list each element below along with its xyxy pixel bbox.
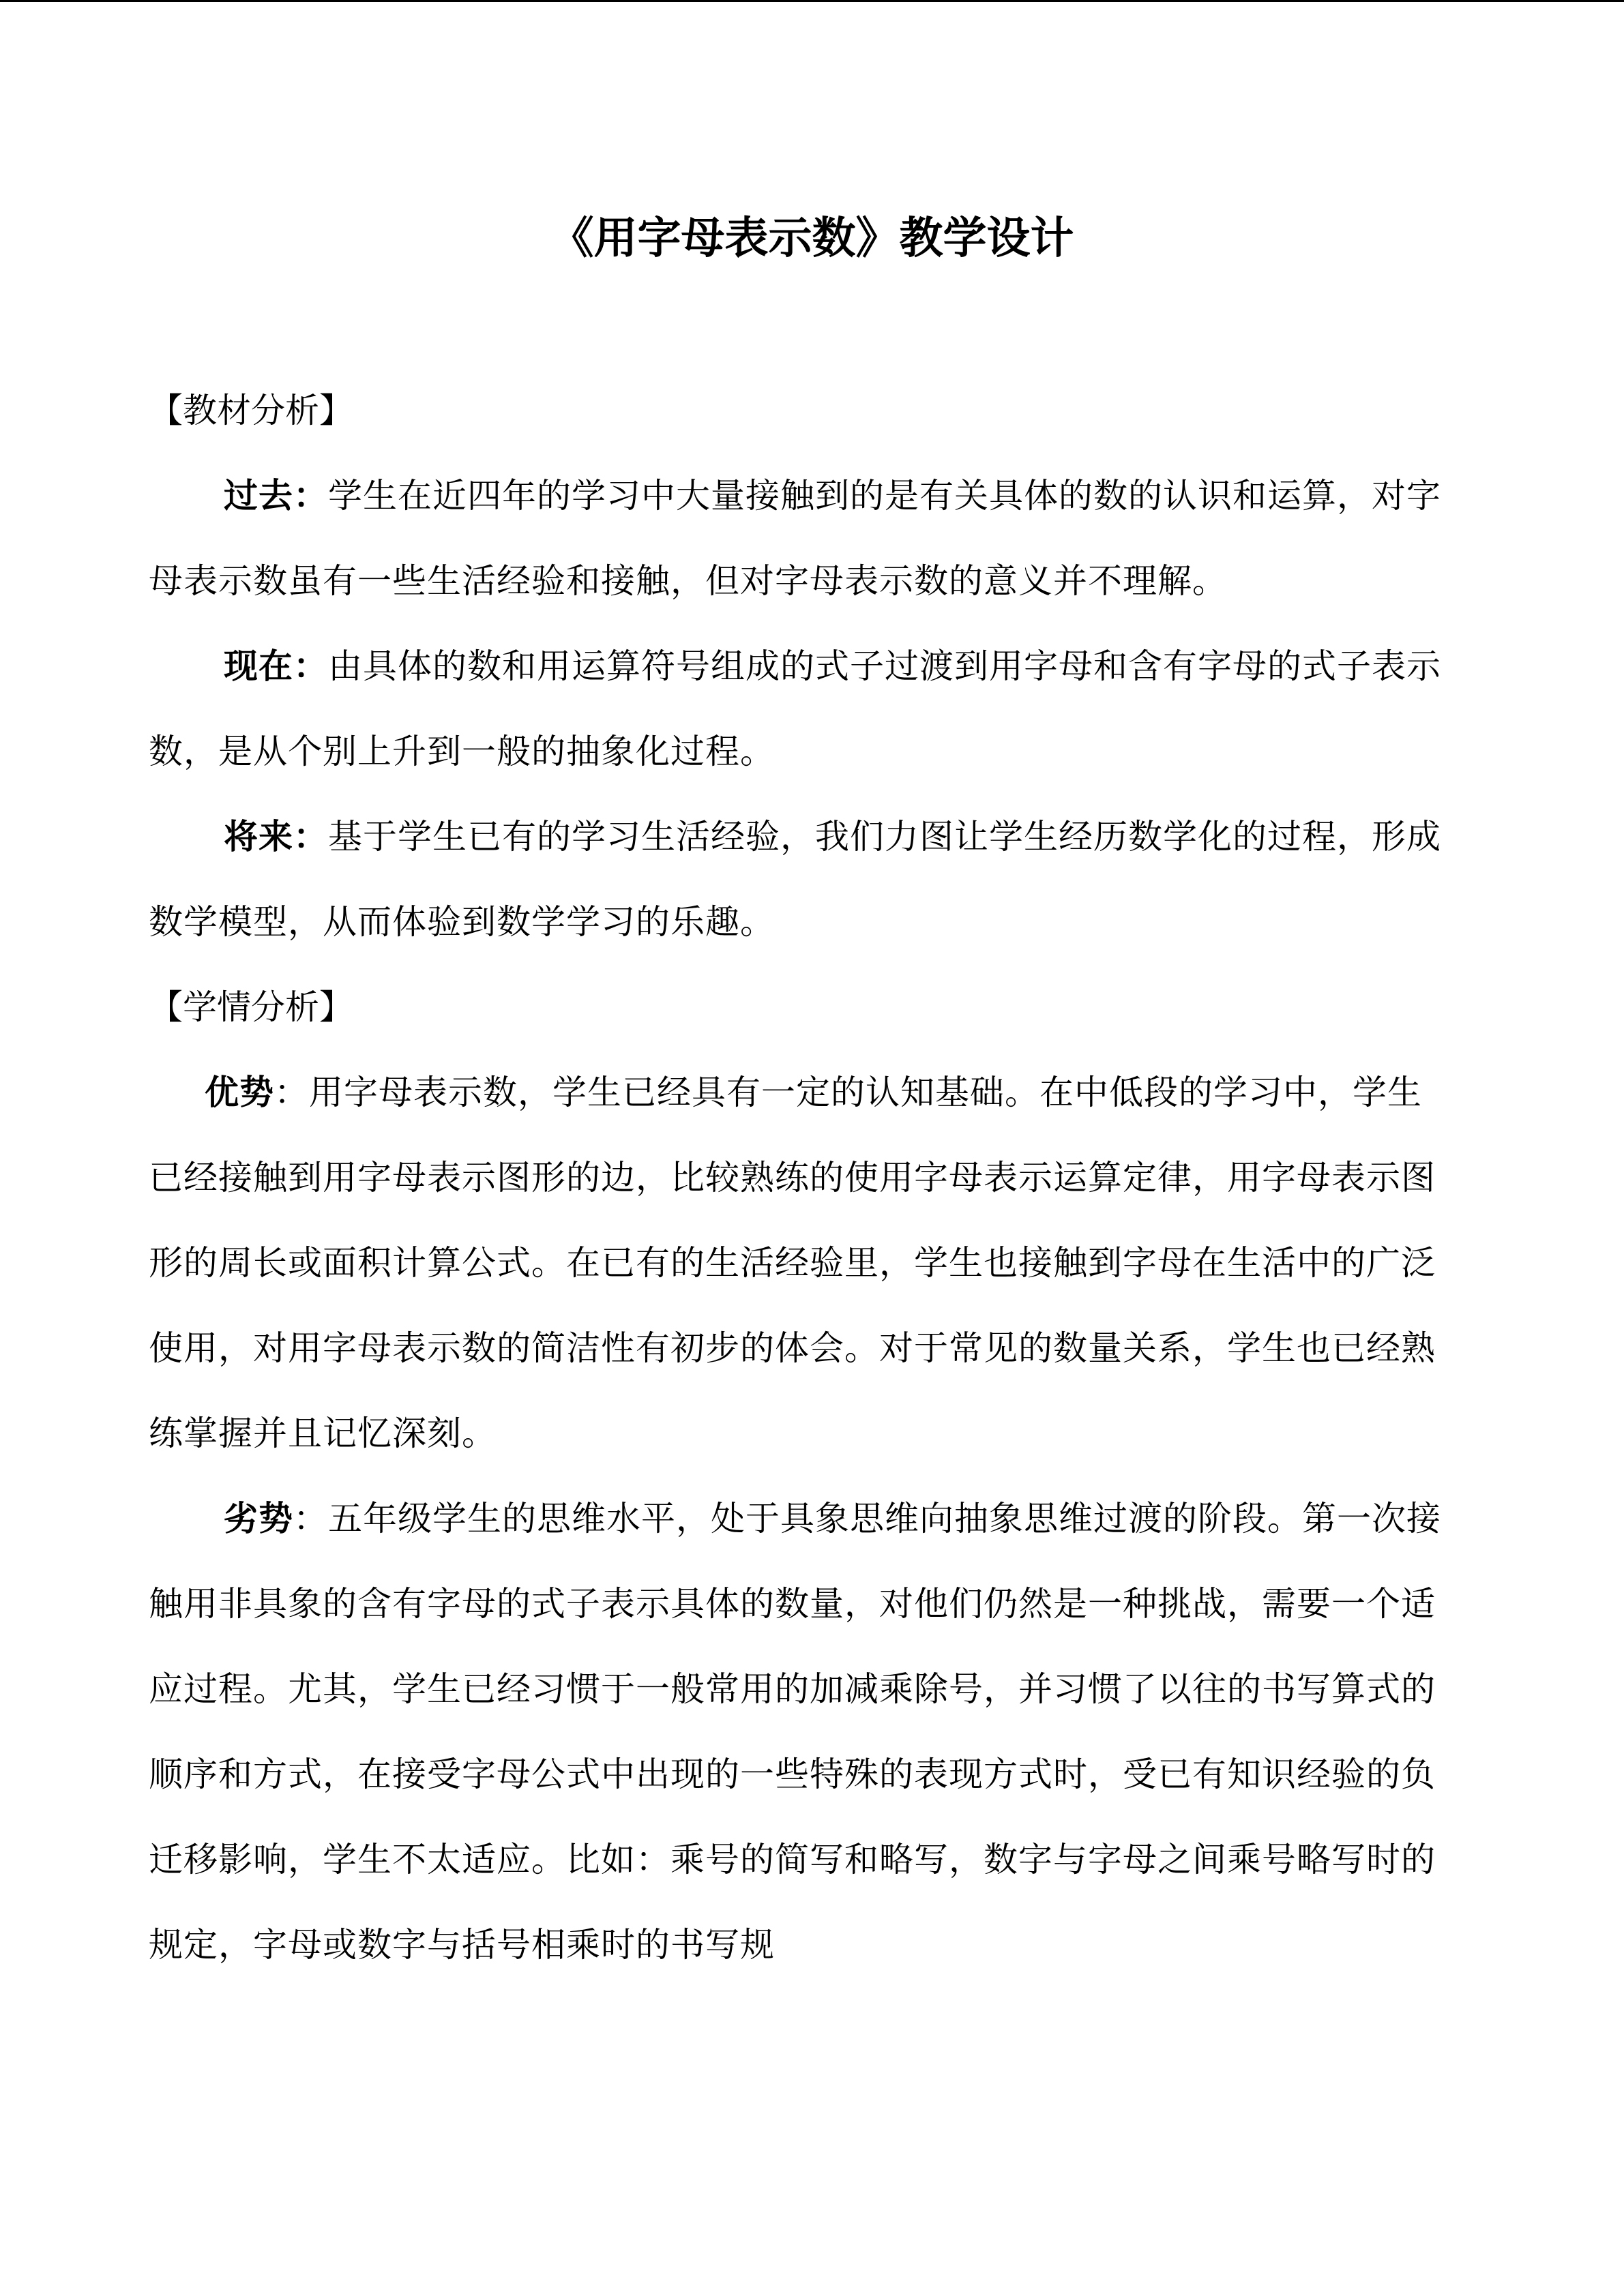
paragraph-text-present: 由具体的数和用运算符号组成的式子过渡到用字母和含有字母的式子表示数，是从个别上升到一般的抽象化过程。 [149, 646, 1441, 771]
paragraph-present [149, 624, 1451, 794]
paragraph-past [149, 453, 1451, 624]
paragraph-text-past: 学生在近四年的学习中大量接触到的是有关具体的数的认识和运算，对字母表示数虽有一些生活经验和接触，但对字母表示数的意义并不理解。 [149, 476, 1441, 601]
paragraph-text-future: 基于学生已有的学习生活经验，我们力图让学生经历数学化的过程，形成数学模型，从而体验到数学学习的乐趣。 [149, 817, 1441, 942]
document-body [149, 368, 1451, 1988]
paragraph-lead-present: 现在： [224, 646, 328, 686]
paragraph-disadvantages [149, 1476, 1451, 1988]
section-heading-textbook-analysis: 【教材分析】 [149, 391, 353, 430]
document-title: 《用字母表示数》教学设计 [550, 213, 1074, 264]
paragraph-lead-disadvantages: 劣势 [224, 1499, 293, 1538]
paragraph-text-advantages: ：用字母表示数，学生已经具有一定的认知基础。在中低段的学习中，学生已经接触到用字母表示图形的边，比较熟练的使用字母表示运算定律，用字母表示图形的周长或面积计算公式。在已有的生活经验里，学生也接触到字母在生活中的广泛使用，对用字母表示数的简洁性有初步的体会。对于常见的数量关系，学生也已经熟练掌握并且记忆深刻。 [149, 1073, 1436, 1453]
paragraph-lead-past: 过去： [224, 476, 328, 516]
paragraph-lead-advantages: 优势 [205, 1073, 274, 1112]
paragraph-future [149, 794, 1451, 965]
paragraph-advantages [149, 1050, 1451, 1476]
section-heading-learner-analysis: 【学情分析】 [149, 987, 353, 1027]
paragraph-text-disadvantages: ：五年级学生的思维水平，处于具象思维向抽象思维过渡的阶段。第一次接触用非具象的含有字母的式子表示具体的数量，对他们仍然是一种挑战，需要一个适应过程。尤其，学生已经习惯于一般常用的加减乘除号，并习惯了以往的书写算式的顺序和方式，在接受字母公式中出现的一些特殊的表现方式时，受已有知识经验的负迁移影响，学生不太适应。比如：乘号的简写和略写，数字与字母之间乘号略写时的规定，字母或数字与括号相乘时的书写规 [149, 1499, 1441, 1965]
paragraph-lead-future: 将来： [224, 817, 328, 856]
